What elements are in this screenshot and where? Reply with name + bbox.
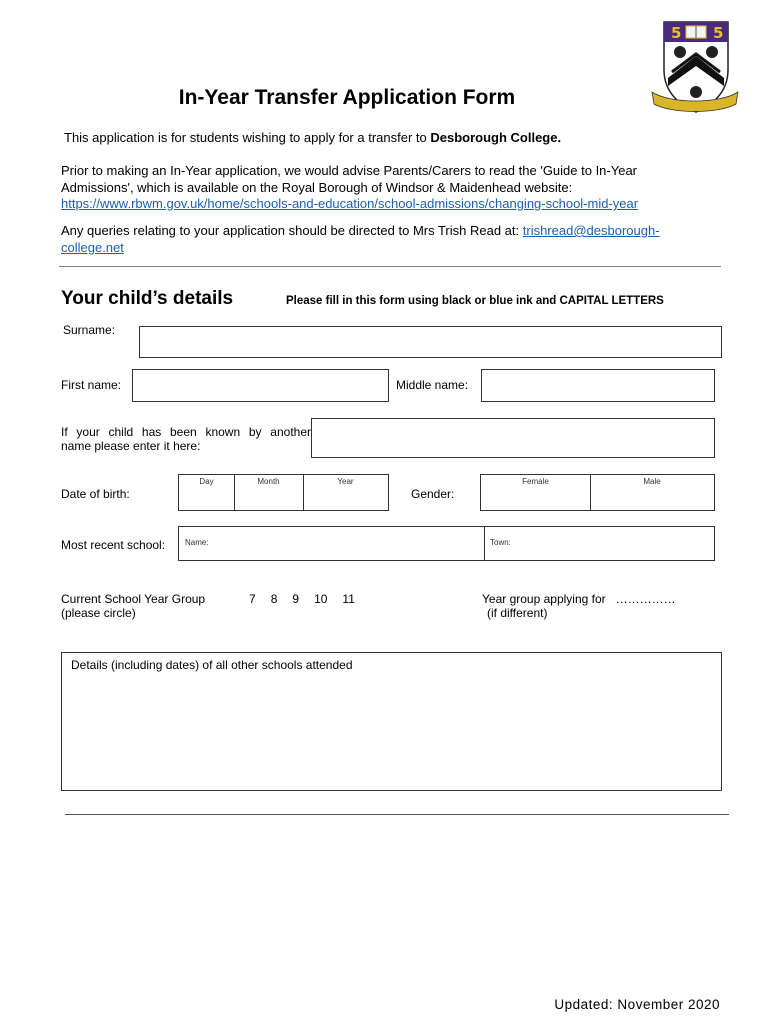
applying-year-label: Year group applying for …………… (if different) [482, 592, 676, 620]
svg-text:5: 5 [671, 24, 682, 42]
year-option-8[interactable]: 8 [270, 592, 278, 606]
gender-male-box[interactable]: Male [643, 477, 661, 486]
other-name-label-line2: name please enter it here: [61, 439, 201, 453]
recent-school-field-group [178, 526, 715, 561]
email-link-part2[interactable]: college.net [61, 239, 124, 255]
dob-field-group [178, 474, 389, 511]
year-option-10[interactable]: 10 [314, 592, 328, 606]
gender-female-box[interactable]: Female [522, 477, 549, 486]
intro-text: This application is for students wishing to apply for a transfer to Desborough College. [64, 130, 562, 145]
advice-paragraph: Prior to making an In-Year application, we would advise Parents/Carers to read the 'Guide to In-Year Admissions', which is available on the Royal Borough of Windsor & Maidenhead website: https://www.rbwm.gov.uk/home/schools-and-education/school-admissions/changing-school-mid-year [61, 163, 721, 213]
first-name-label: First name: [61, 378, 122, 392]
college-name: Desborough College. [430, 130, 562, 145]
surname-label: Surname: [63, 323, 116, 337]
svg-text:5: 5 [713, 24, 724, 42]
dob-month-field[interactable]: Month [257, 477, 280, 486]
section-instructions: Please fill in this form using black or blue ink and CAPITAL LETTERS [286, 295, 664, 307]
rbwm-guide-link[interactable]: https://www.rbwm.gov.uk/home/schools-and-education/school-admissions/changing-school-mid-year [61, 196, 639, 211]
year-option-7[interactable]: 7 [249, 592, 256, 606]
email-link-part1[interactable]: trishread@desborough- [522, 223, 660, 238]
section-title: Your child’s details [61, 288, 234, 309]
middle-name-field[interactable] [481, 369, 715, 402]
middle-name-label: Middle name: [396, 378, 469, 392]
dob-day-field[interactable]: Day [199, 477, 214, 486]
queries-paragraph: Any queries relating to your application should be directed to Mrs Trish Read at: trishread@desborough- college.net [61, 223, 660, 255]
first-name-field[interactable] [132, 369, 389, 402]
year-option-11[interactable]: 11 [342, 592, 355, 606]
other-name-label-line1: If your child has been known by another [61, 425, 311, 439]
gender-label: Gender: [411, 487, 455, 501]
dob-label: Date of birth: [61, 487, 130, 501]
other-schools-label: Details (including dates) of all other schools attended [71, 658, 353, 672]
section-divider [59, 266, 721, 267]
year-group-label: Current School Year Group (please circle) [61, 592, 206, 620]
year-option-9[interactable]: 9 [292, 592, 300, 606]
applying-year-blank[interactable]: …………… [615, 592, 676, 606]
page-title: In-Year Transfer Application Form [178, 86, 516, 109]
bottom-divider [65, 814, 729, 815]
surname-field[interactable] [139, 326, 722, 358]
school-name-field[interactable]: Name: [185, 538, 209, 547]
updated-date: Updated: November 2020 [554, 997, 720, 1012]
other-schools-field[interactable] [61, 652, 722, 791]
gender-field-group [480, 474, 715, 511]
other-name-field[interactable] [311, 418, 715, 458]
school-town-field[interactable]: Town: [490, 538, 511, 547]
year-group-options [249, 592, 370, 606]
dob-year-field[interactable]: Year [337, 477, 354, 486]
recent-school-label: Most recent school: [61, 538, 166, 552]
